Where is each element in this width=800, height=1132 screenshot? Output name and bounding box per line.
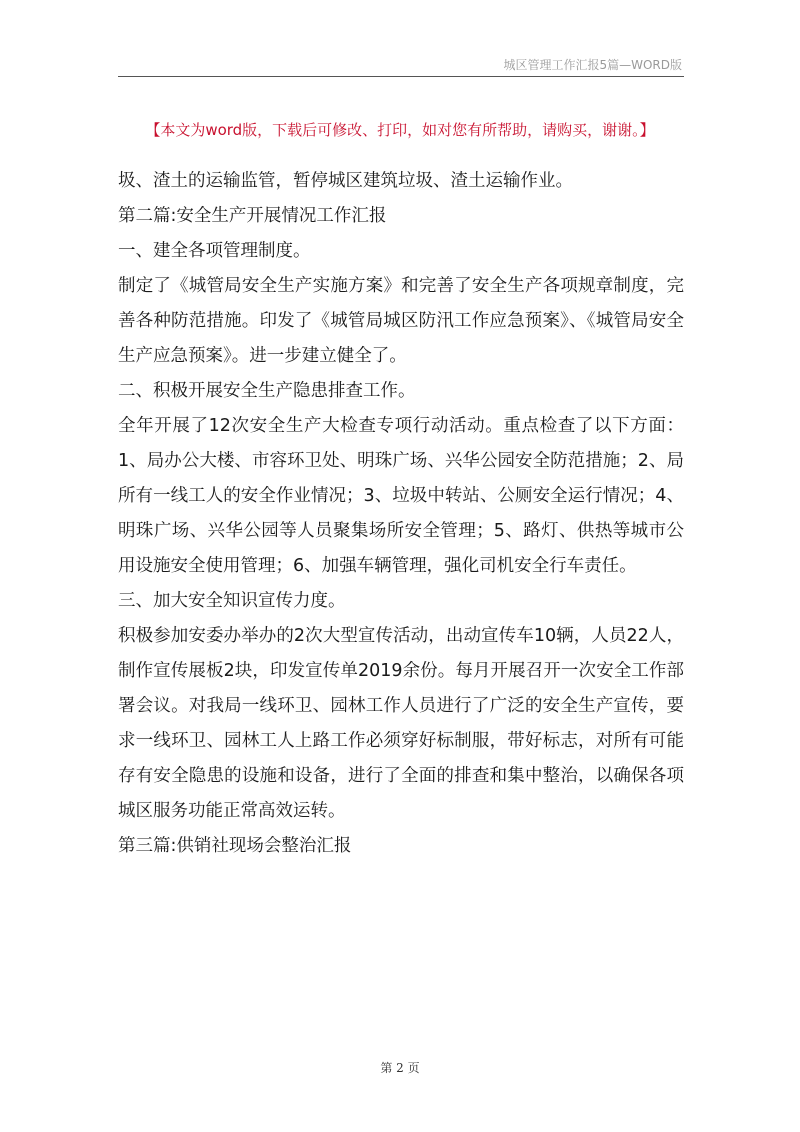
section-heading: 第二篇:安全生产开展情况工作汇报 xyxy=(118,206,387,226)
paragraph: 圾、渣土的运输监管，暂停城区建筑垃圾、渣土运输作业。 xyxy=(118,171,573,191)
paragraph: 制定了《城管局安全生产实施方案》和完善了安全生产各项规章制度，完善各种防范措施。印发了《城管局城区防汛工作应急预案》、《城管局安全生产应急预案》。进一步建立健全了。 xyxy=(118,276,684,366)
subheading: 二、积极开展安全生产隐患排查工作。 xyxy=(118,381,416,401)
section-heading: 第三篇:供销社现场会整治汇报 xyxy=(118,836,352,856)
document-body xyxy=(118,164,684,864)
paragraph: 积极参加安委办举办的2次大型宣传活动，出动宣传车10辆，人员22人，制作宣传展板2块，印发宣传单2019余份。每月开展召开一次安全工作部署会议。对我局一线环卫、园林工作人员进行了广泛的安全生产宣传，要求一线环卫、园林工人上路工作必须穿好标制服，带好标志，对所有可能存有安全隐患的设施和设备，进行了全面的排查和集中整治，以确保各项城区服务功能正常高效运转。 xyxy=(118,626,684,821)
page-number: 第 2 页 xyxy=(380,1061,420,1075)
paragraph: 全年开展了12次安全生产大检查专项行动活动。重点检查了以下方面：1、局办公大楼、市容环卫处、明珠广场、兴华公园安全防范措施；2、局所有一线工人的安全作业情况；3、垃圾中转站、公厕安全运行情况；4、明珠广场、兴华公园等人员聚集场所安全管理；5、路灯、供热等城市公用设施安全使用管理；6、加强车辆管理，强化司机安全行车责任。 xyxy=(118,416,684,576)
subheading: 三、加大安全知识宣传力度。 xyxy=(118,591,346,611)
header-title: 城区管理工作汇报5篇—WORD版 xyxy=(503,58,682,72)
notice-banner: 【本文为word版，下载后可修改、打印，如对您有所帮助，请购买，谢谢。】 xyxy=(145,121,655,139)
header-divider xyxy=(118,76,684,77)
subheading: 一、建全各项管理制度。 xyxy=(118,241,311,261)
